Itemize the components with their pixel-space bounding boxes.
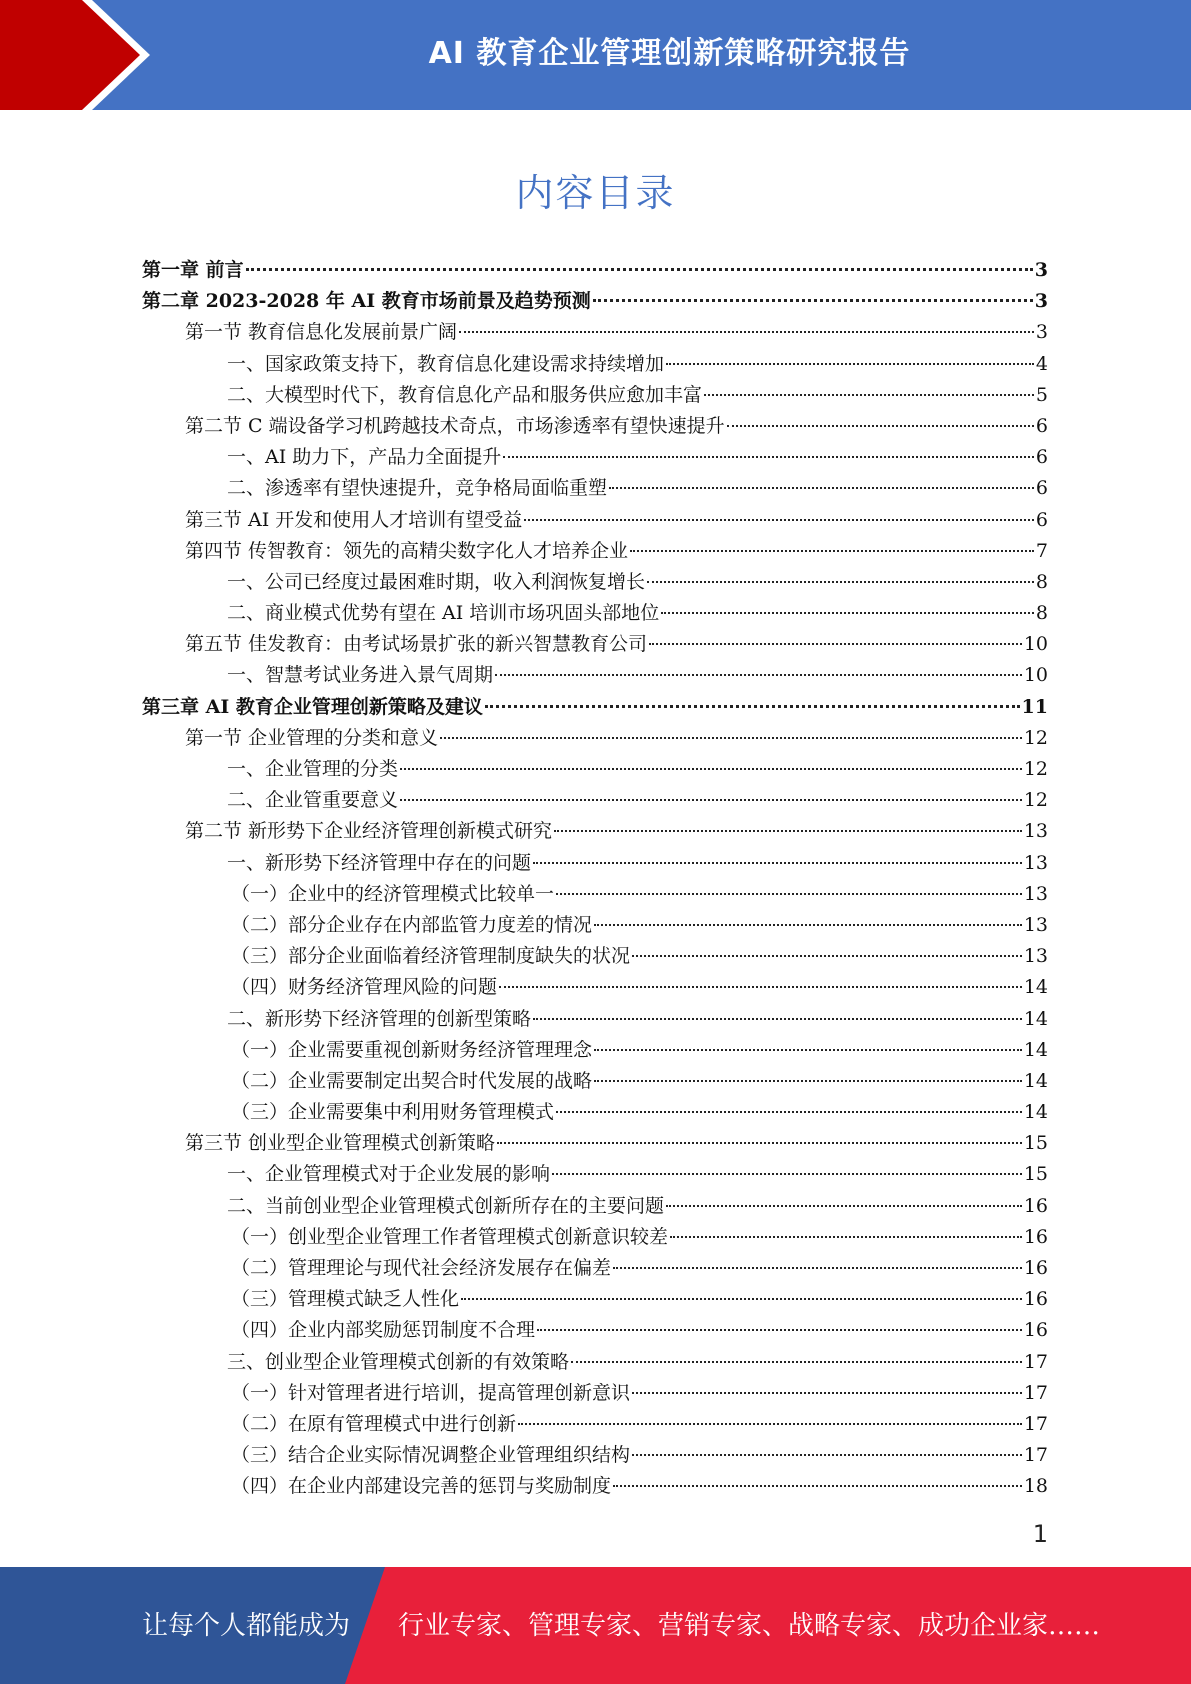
toc-dot-leader [485,705,1020,708]
toc-entry-label: （二）管理理论与现代社会经济发展存在偏差 [231,1257,612,1279]
toc-dot-leader [632,1454,1022,1456]
toc-dot-leader [503,456,1034,458]
toc-dot-leader [670,1236,1022,1238]
table-of-contents [142,255,1048,1503]
toc-entry-page: 18 [1023,1475,1048,1498]
toc-entry-label: 二、大模型时代下，教育信息化产品和服务供应愈加丰富 [227,383,703,406]
toc-entry[interactable] [142,660,1048,691]
toc-entry[interactable] [142,380,1048,411]
toc-entry-page: 4 [1035,352,1048,375]
toc-entry-page: 13 [1023,882,1048,905]
header-banner [0,0,1191,110]
toc-entry-page: 10 [1023,633,1048,656]
toc-entry[interactable] [142,629,1048,660]
toc-dot-leader [459,331,1034,333]
toc-entry-page: 3 [1035,321,1048,344]
toc-dot-leader [571,1361,1022,1363]
toc-dot-leader [613,1485,1022,1487]
toc-entry[interactable] [142,1378,1048,1409]
toc-dot-leader [533,862,1022,864]
toc-entry-label: 第一章 前言 [142,259,244,281]
toc-dot-leader [666,1205,1022,1207]
toc-dot-leader [704,394,1034,396]
toc-dot-leader [552,1173,1022,1175]
toc-entry-page: 13 [1023,945,1048,968]
toc-entry-page: 7 [1035,539,1048,562]
toc-entry-page: 17 [1023,1381,1048,1404]
toc-dot-leader [594,924,1022,926]
toc-entry-page: 12 [1023,726,1048,749]
toc-entry-label: 第三节 AI 开发和使用人才培训有望受益 [185,508,523,531]
toc-entry-page: 6 [1035,477,1048,500]
toc-entry[interactable] [142,1004,1048,1035]
toc-entry-label: 第三节 创业型企业管理模式创新策略 [185,1132,496,1155]
toc-entry-label: （一）创业型企业管理工作者管理模式创新意识较差 [231,1225,669,1248]
toc-entry-page: 8 [1035,602,1048,625]
toc-entry[interactable] [142,972,1048,1003]
toc-entry-page: 12 [1023,789,1048,812]
toc-entry-label: 第三章 AI 教育企业管理创新策略及建议 [142,695,483,718]
toc-entry-label: 二、新形势下经济管理的创新型策略 [227,1007,532,1030]
toc-entry-label: 三、创业型企业管理模式创新的有效策略 [227,1350,570,1373]
toc-entry[interactable] [142,1253,1048,1284]
toc-dot-leader [400,768,1022,770]
toc-entry[interactable] [142,349,1048,380]
toc-entry-page: 14 [1023,1007,1048,1030]
toc-entry-label: （四）财务经济管理风险的问题 [231,976,498,999]
toc-entry[interactable] [142,536,1048,567]
toc-dot-leader [649,643,1022,645]
toc-entry-label: 第一节 教育信息化发展前景广阔 [185,321,458,344]
toc-entry[interactable] [142,754,1048,785]
toc-entry[interactable] [142,1128,1048,1159]
toc-entry-label: 第四节 传智教育：领先的高精尖数字化人才培养企业 [185,539,629,562]
toc-entry-page: 5 [1035,383,1048,406]
toc-entry-page: 16 [1023,1319,1048,1342]
toc-entry-page: 12 [1023,758,1048,780]
toc-entry-page: 14 [1023,1038,1048,1061]
toc-entry-label: 二、渗透率有望快速提升，竞争格局面临重塑 [227,477,608,500]
toc-entry[interactable] [142,1440,1048,1471]
toc-entry-label: 第二节 C 端设备学习机跨越技术奇点，市场渗透率有望快速提升 [185,414,725,437]
toc-entry-page: 6 [1035,446,1048,469]
toc-dot-leader [647,581,1034,583]
toc-entry[interactable] [142,411,1048,442]
toc-dot-leader [499,986,1022,988]
toc-entry[interactable] [142,1097,1048,1128]
toc-entry-label: 二、当前创业型企业管理模式创新所存在的主要问题 [227,1194,665,1217]
toc-dot-leader [495,674,1022,676]
toc-entry[interactable] [142,879,1048,910]
toc-dot-leader [246,268,1033,271]
toc-entry-page: 16 [1023,1288,1048,1311]
toc-entry[interactable] [142,848,1048,879]
toc-entry-label: （三）企业需要集中利用财务管理模式 [231,1101,555,1124]
toc-entry[interactable] [142,941,1048,972]
toc-entry-label: （二）在原有管理模式中进行创新 [231,1412,517,1435]
toc-dot-leader [440,737,1022,739]
toc-entry-page: 16 [1023,1194,1048,1217]
toc-entry-label: 一、国家政策支持下，教育信息化建设需求持续增加 [227,352,665,375]
toc-entry[interactable] [142,1159,1048,1190]
toc-entry[interactable] [142,816,1048,847]
toc-entry-label: 一、公司已经度过最困难时期，收入利润恢复增长 [227,570,646,593]
toc-dot-leader [632,955,1022,957]
toc-entry-page: 8 [1035,570,1048,593]
toc-entry-page: 14 [1023,976,1048,999]
toc-entry-label: （三）结合企业实际情况调整企业管理组织结构 [231,1444,631,1467]
toc-entry[interactable] [142,1347,1048,1378]
footer-banner [0,1567,1191,1684]
toc-entry-label: （一）针对管理者进行培训，提高管理创新意识 [231,1381,631,1404]
toc-entry-page: 13 [1023,851,1048,874]
toc-entry-page: 17 [1023,1444,1048,1467]
toc-entry-label: （二）企业需要制定出契合时代发展的战略 [231,1069,593,1092]
toc-dot-leader [537,1329,1022,1331]
toc-entry-label: 第二章 2023-2028 年 AI 教育市场前景及趋势预测 [142,290,591,313]
toc-dot-leader [533,1018,1022,1020]
toc-entry-page: 15 [1023,1132,1048,1155]
toc-dot-leader [518,1423,1022,1425]
toc-entry-page: 16 [1023,1257,1048,1279]
toc-dot-leader [661,612,1034,614]
toc-entry-page: 14 [1023,1069,1048,1092]
toc-entry-page: 16 [1023,1225,1048,1248]
toc-entry[interactable] [142,785,1048,816]
toc-heading: 内容目录 [515,171,676,215]
toc-dot-leader [727,425,1034,427]
footer-slogan-right: 行业专家、管理专家、营销专家、战略专家、成功企业家…… [398,1611,1101,1641]
toc-entry[interactable] [142,473,1048,504]
toc-dot-leader [554,830,1022,832]
toc-entry[interactable] [142,1035,1048,1066]
toc-dot-leader [593,299,1033,302]
toc-entry-page: 13 [1023,820,1048,843]
toc-dot-leader [400,799,1022,801]
toc-dot-leader [461,1298,1022,1300]
toc-entry-label: 一、新形势下经济管理中存在的问题 [227,851,532,874]
toc-entry-label: 一、企业管理模式对于企业发展的影响 [227,1163,551,1186]
toc-dot-leader [613,1267,1022,1269]
toc-dot-leader [594,1049,1022,1051]
toc-entry-page: 13 [1023,913,1048,936]
toc-entry-page: 10 [1023,664,1048,687]
toc-entry-label: 一、企业管理的分类 [227,758,399,780]
toc-dot-leader [556,893,1022,895]
toc-entry[interactable] [142,1471,1048,1502]
toc-entry[interactable] [142,910,1048,941]
toc-entry-label: 一、智慧考试业务进入景气周期 [227,664,494,687]
toc-entry-label: 一、AI 助力下，产品力全面提升 [227,446,502,469]
toc-entry-page: 14 [1023,1101,1048,1124]
toc-entry-label: （二）部分企业存在内部监管力度差的情况 [231,913,593,936]
toc-entry[interactable] [142,692,1048,723]
toc-dot-leader [556,1111,1022,1113]
toc-entry[interactable] [142,598,1048,629]
toc-entry-label: 第五节 佳发教育：由考试场景扩张的新兴智慧教育公司 [185,633,648,656]
toc-dot-leader [594,1080,1022,1082]
toc-entry-label: 第一节 企业管理的分类和意义 [185,726,439,749]
toc-entry[interactable] [142,442,1048,473]
toc-entry[interactable] [142,1409,1048,1440]
toc-dot-leader [609,487,1034,489]
toc-entry-label: 第二节 新形势下企业经济管理创新模式研究 [185,820,553,843]
toc-entry-label: （一）企业中的经济管理模式比较单一 [231,882,555,905]
toc-entry[interactable] [142,505,1048,536]
toc-entry-label: （四）企业内部奖励惩罚制度不合理 [231,1319,536,1342]
toc-dot-leader [524,519,1034,521]
toc-entry[interactable] [142,1066,1048,1097]
toc-entry[interactable] [142,1284,1048,1315]
toc-entry-label: （四）在企业内部建设完善的惩罚与奖励制度 [231,1475,612,1498]
toc-entry[interactable] [142,1191,1048,1222]
toc-entry-page: 15 [1023,1163,1048,1186]
toc-entry-label: 二、商业模式优势有望在 AI 培训市场巩固头部地位 [227,602,660,625]
toc-entry-label: （三）部分企业面临着经济管理制度缺失的状况 [231,945,631,968]
toc-entry[interactable] [142,255,1048,286]
toc-entry[interactable] [142,723,1048,754]
toc-entry-page: 6 [1035,414,1048,437]
toc-dot-leader [666,363,1034,365]
report-title: AI 教育企业管理创新策略研究报告 [428,36,911,71]
toc-entry[interactable] [142,317,1048,348]
toc-entry-label: 二、企业管重要意义 [227,789,399,812]
toc-entry[interactable] [142,1222,1048,1253]
page-number: 1 [1032,1520,1048,1548]
toc-entry-page: 6 [1035,508,1048,531]
toc-entry-page: 3 [1034,290,1048,313]
toc-dot-leader [497,1142,1022,1144]
footer-slogan-left: 让每个人都能成为 [142,1611,351,1641]
toc-entry[interactable] [142,286,1048,317]
toc-entry-page: 17 [1023,1412,1048,1435]
toc-entry[interactable] [142,1315,1048,1346]
toc-entry-page: 11 [1021,695,1048,718]
toc-dot-leader [630,550,1034,552]
toc-dot-leader [632,1392,1022,1394]
toc-entry-page: 3 [1034,259,1048,281]
toc-entry-label: （一）企业需要重视创新财务经济管理理念 [231,1038,593,1061]
toc-entry-label: （三）管理模式缺乏人性化 [231,1288,460,1311]
toc-entry-page: 17 [1023,1350,1048,1373]
toc-entry[interactable] [142,567,1048,598]
